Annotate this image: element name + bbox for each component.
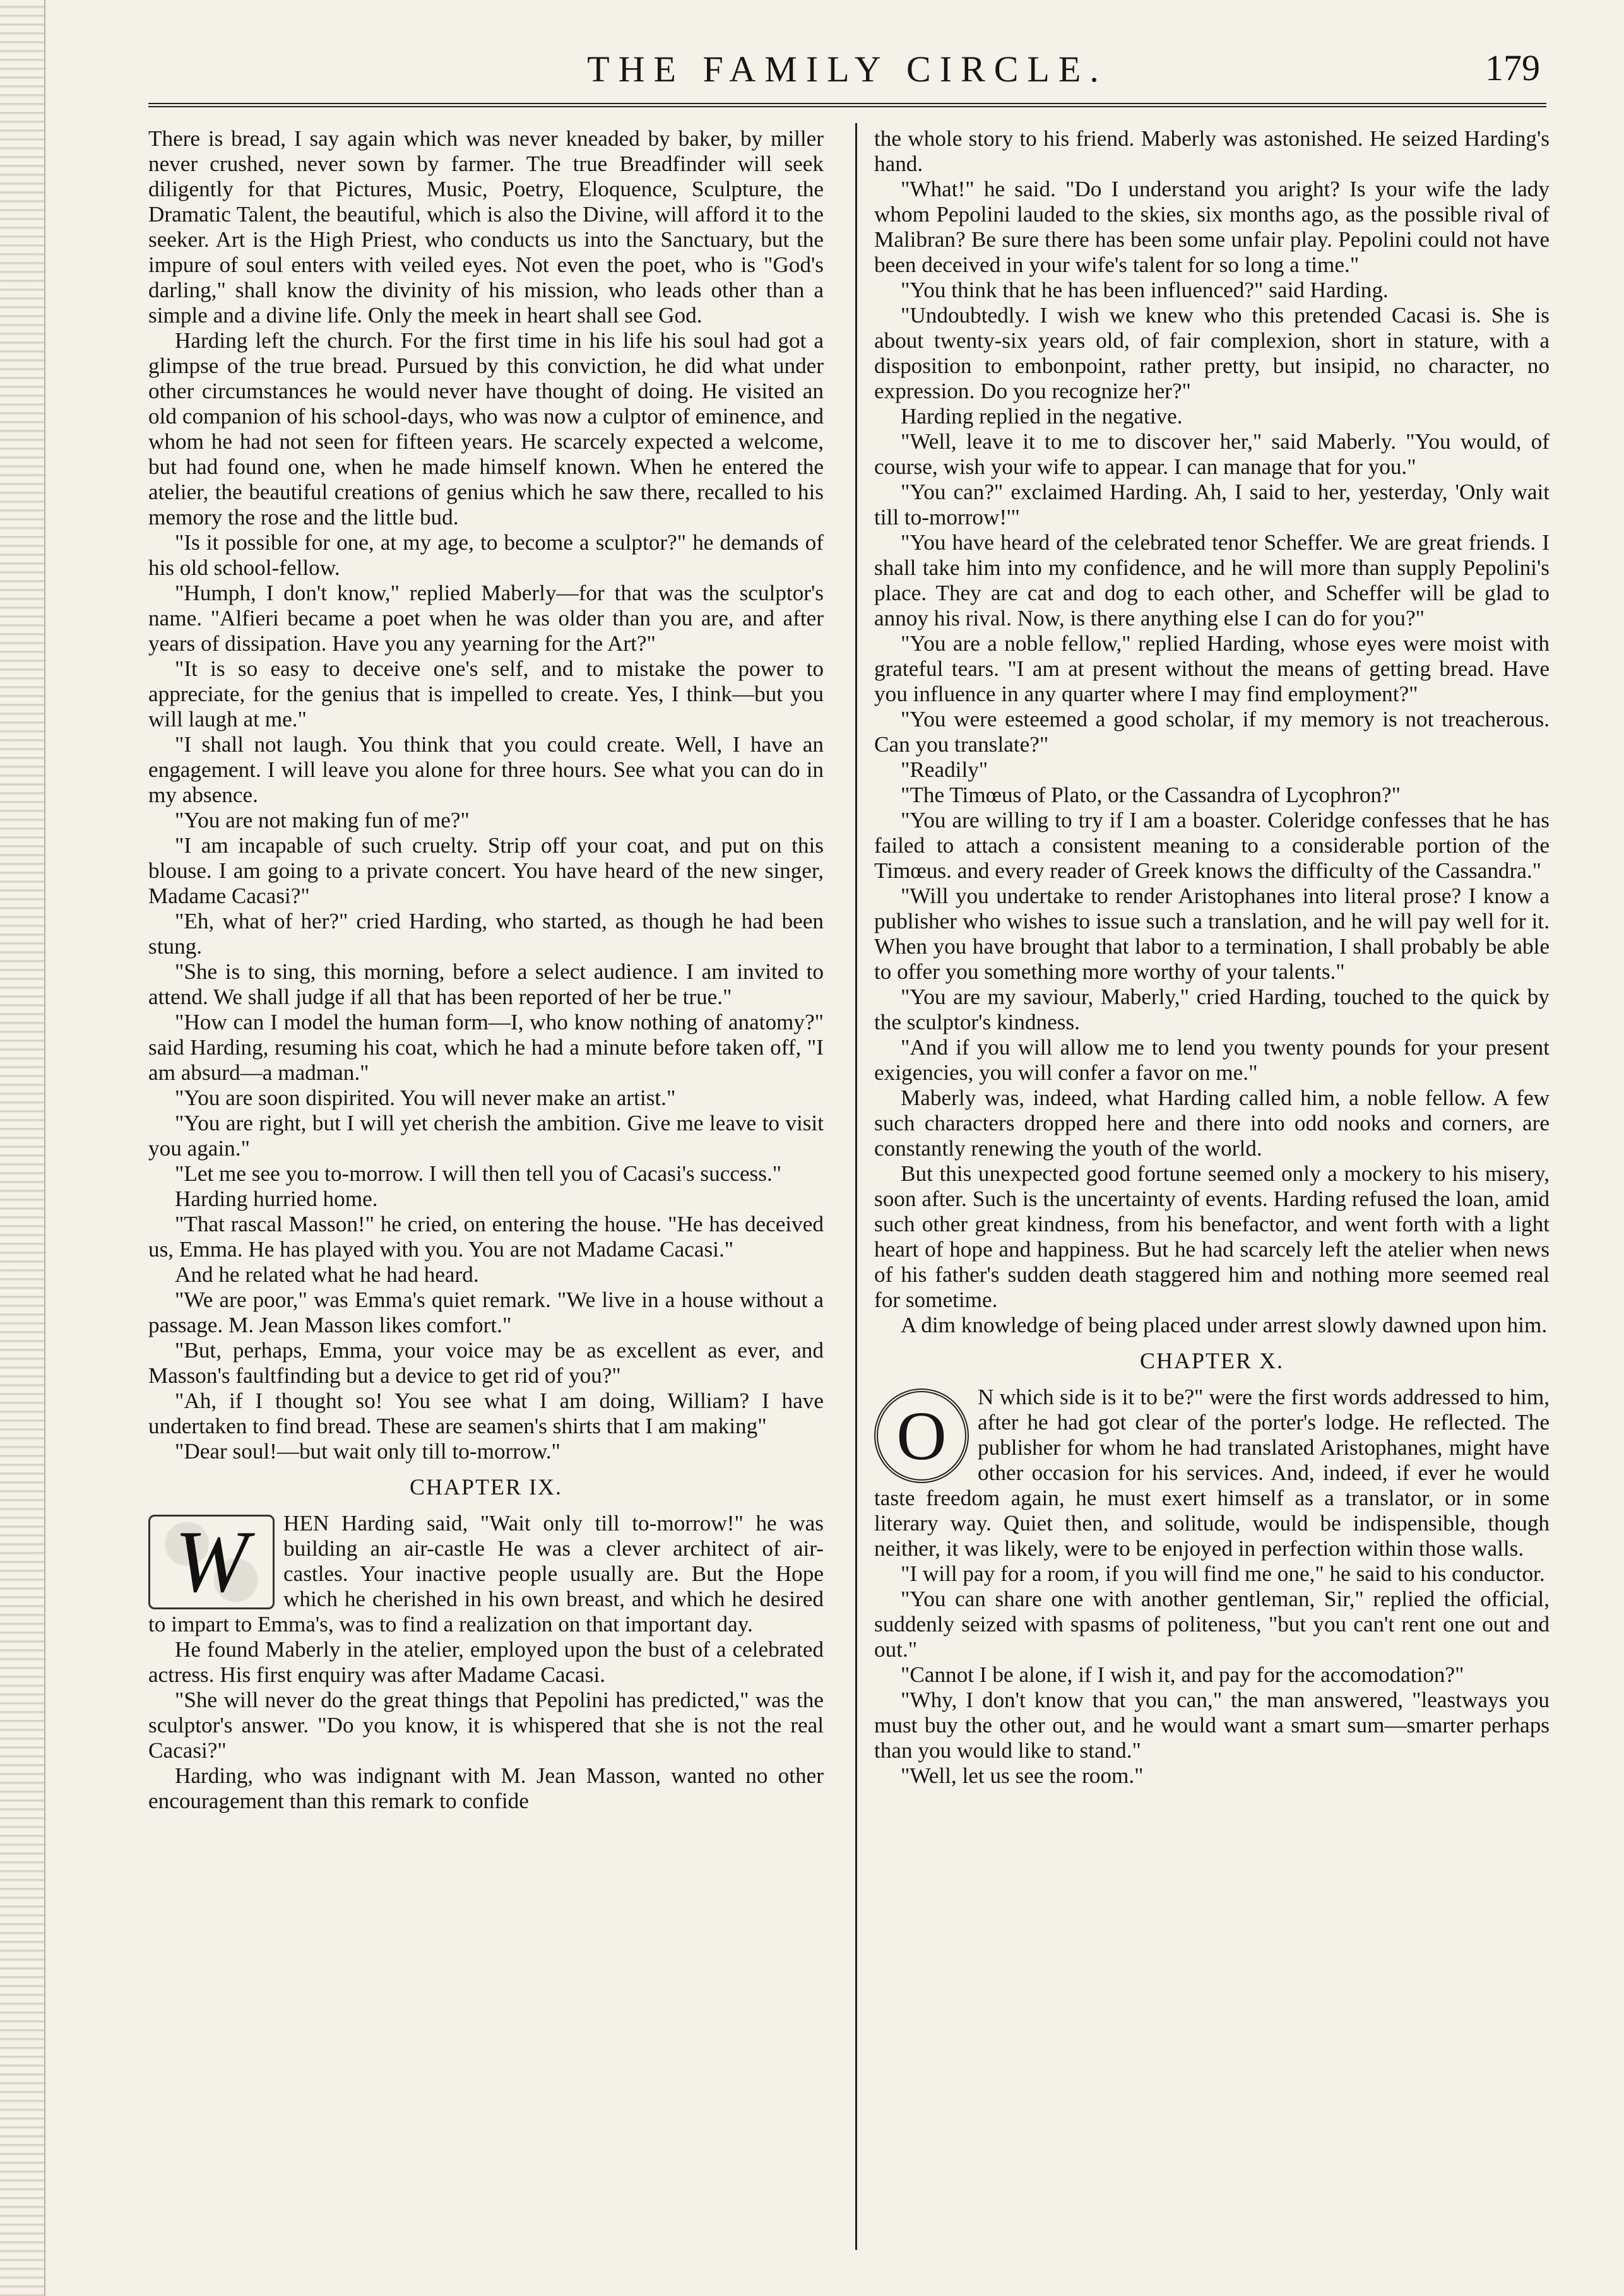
left-paragraph-21: "Dear soul!—but wait only till to-morrow.": [175, 1439, 560, 1464]
page-header: [148, 37, 1546, 107]
left-paragraph-2: Harding left the church. For the first time in his life his soul had got a glimpse of the true bread. Pursued by this conviction, he did what under other circumstances he would never have thought of doing. He visited an old companion of his school-days, who was now a culptor of eminence, and whom he had not seen for fifteen years. He scarcely expected a welcome, but had found one, when he made himself known. When he entered the atelier, the beautiful creations of genius which he saw there, recalled to his memory the rose and the little bud.: [148, 328, 824, 530]
right-paragraph-1: the whole story to his friend. Maberly was astonished. He seized Harding's hand.: [874, 126, 1550, 176]
right-paragraph-18: But this unexpected good fortune seemed only a mockery to his misery, soon after. Such is the uncertainty of events. Harding refused the loan, amid such other great kindness, from his benefactor, and went forth with a light heart of hope and happiness. But he had scarcely left the atelier when news of his father's sudden death staggered him and nothing more seemed real for sometime.: [874, 1161, 1550, 1312]
right-paragraph-4: "Undoubtedly. I wish we knew who this pretended Cacasi is. She is about twenty-six years old, of fair complexion, short in stature, with a disposition to embonpoint, rather pretty, but insipid, no character, no expression. Do you recognize her?": [874, 303, 1550, 403]
right-after-chapter: [874, 1561, 1550, 1789]
right-paragraph-16: "And if you will allow me to lend you twenty pounds for your present exigencies, you will confer a favor on me.": [874, 1035, 1550, 1085]
right-paragraph-19: A dim knowledge of being placed under arrest slowly dawned upon him.: [901, 1313, 1548, 1337]
left-paragraph-11: "How can I model the human form—I, who know nothing of anatomy?" said Harding, resuming his coat, which he had a minute before taken off, "I am absurd—a madman.": [148, 1010, 824, 1085]
right-paragraphs: [874, 126, 1550, 1338]
page-number: 179: [1485, 47, 1540, 88]
left-paragraph-5: "It is so easy to deceive one's self, and to mistake the power to appreciate, for the genius that is impelled to create. Yes, I think—but you will laugh at me.": [148, 656, 824, 731]
left-paragraph-15: Harding hurried home.: [175, 1186, 378, 1211]
left-after-paragraph-3: Harding, who was indignant with M. Jean Masson, wanted no other encouragement than this remark to confide: [148, 1763, 824, 1813]
left-paragraph-9: "Eh, what of her?" cried Harding, who started, as though he had been stung.: [148, 909, 824, 959]
left-paragraph-20: "Ah, if I thought so! You see what I am doing, William? I have undertaken to find bread. These are seamen's shirts that I am making": [148, 1388, 824, 1438]
left-paragraph-13: "You are right, but I will yet cherish the ambition. Give me leave to visit you again.": [148, 1111, 824, 1161]
right-paragraph-10: "You were esteemed a good scholar, if my memory is not treacherous. Can you translate?": [874, 707, 1550, 757]
right-after-paragraph-2: "You can share one with another gentleman, Sir," replied the official, suddenly seized with spasms of politeness, "but you can't rent one out and out.": [874, 1587, 1550, 1662]
left-paragraph-17: And he related what he had heard.: [175, 1262, 479, 1287]
right-paragraph-3: "You think that he has been influenced?" said Harding.: [901, 278, 1389, 302]
book-binding-edge: [0, 0, 45, 2296]
chapter-heading-x: CHAPTER X.: [1139, 1348, 1284, 1373]
left-paragraph-1: There is bread, I say again which was never kneaded by baker, by miller never crushed, never sown by farmer. The true Breadfinder will seek diligently for that Pictures, Music, Poetry, Eloquence, Sculpture, the Dramatic Talent, the beautiful, which is also the Divine, will afford it to the seeker. Art is the High Priest, who conducts us into the Sanctuary, but the impure of soul enters with veiled eyes. Not even the poet, who is "God's darling," shall know the divinity of his mission, who leads other than a simple and a divine life. Only the meek in heart shall see God.: [148, 126, 824, 328]
right-after-paragraph-3: "Cannot I be alone, if I wish it, and pay for the accomodation?": [901, 1662, 1464, 1687]
right-paragraph-14: "Will you undertake to render Aristophanes into literal prose? I know a publisher who wishes to issue such a translation, and he will pay well for it. When you have brought that labor to a termination, I shall probably be able to offer you something more worthy of your talents.": [874, 884, 1550, 984]
right-paragraph-13: "You are willing to try if I am a boaster. Coleridge confesses that he has failed to attach a consistent meaning to a considerable portion of the Timœus. and every reader of Greek knows the difficulty of the Cassandra.": [874, 808, 1550, 883]
left-paragraph-10: "She is to sing, this morning, before a select audience. I am invited to attend. We shall judge if all that has been reported of her be true.": [148, 959, 824, 1009]
right-paragraph-15: "You are my saviour, Maberly," cried Harding, touched to the quick by the sculptor's kindness.: [874, 985, 1550, 1034]
left-paragraph-4: "Humph, I don't know," replied Maberly—for that was the sculptor's name. "Alfieri became a poet when he was older than you are, and after years of dissipation. Have you any yearning for the Art?": [148, 581, 824, 656]
left-after-chapter: [148, 1637, 824, 1814]
chapter-heading-ix: CHAPTER IX.: [409, 1474, 562, 1500]
chapter-x-first-paragraph: [874, 1385, 1550, 1561]
right-column: [874, 126, 1550, 2247]
right-paragraph-5: Harding replied in the negative.: [901, 404, 1183, 429]
ornamental-dropcap-o: O: [874, 1388, 969, 1483]
left-paragraph-8: "I am incapable of such cruelty. Strip off your coat, and put on this blouse. I am going to a private concert. You have heard of the new singer, Madame Cacasi?": [148, 833, 824, 908]
left-paragraph-3: "Is it possible for one, at my age, to become a sculptor?" he demands of his old school-fellow.: [148, 530, 824, 580]
ornamental-dropcap-w: W: [148, 1515, 275, 1609]
left-paragraph-16: "That rascal Masson!" he cried, on entering the house. "He has deceived us, Emma. He has played with you. You are not Madame Cacasi.": [148, 1212, 824, 1262]
right-paragraph-9: "You are a noble fellow," replied Harding, whose eyes were moist with grateful tears. "I am at present without the means of getting bread. Have you influence in any quarter where I may find employment?": [874, 631, 1550, 706]
left-paragraph-18: "We are poor," was Emma's quiet remark. "We live in a house without a passage. M. Jean Masson likes comfort.": [148, 1287, 824, 1337]
chapter-x-first-paragraph-text: N which side is it to be?" were the first words addressed to him, after he had got clear of the porter's lodge. He reflected. The publisher for whom he had translated Aristophanes, might have other occasion for his services. And, indeed, if ever he would taste freedom again, he must exert himself as a translator, or in some literary way. Quiet then, and solitude, would be indispensible, though neither, it was likely, were to be enjoyed in perfection within those walls.: [874, 1385, 1550, 1561]
right-paragraph-17: Maberly was, indeed, what Harding called him, a noble fellow. A few such characters dropped here and there into odd nooks and corners, are constantly renewing the youth of the world.: [874, 1086, 1550, 1161]
left-paragraph-14: "Let me see you to-morrow. I will then tell you of Cacasi's success.": [175, 1161, 782, 1186]
right-paragraph-11: "Readily": [901, 757, 988, 782]
right-after-paragraph-5: "Well, let us see the room.": [901, 1763, 1144, 1788]
running-title: THE FAMILY CIRCLE.: [587, 49, 1108, 90]
right-paragraph-8: "You have heard of the celebrated tenor Scheffer. We are great friends. I shall take him into my confidence, and he will more than supply Pepolini's place. They are cat and dog to each other, and Scheffer will be glad to annoy his rival. Now, is there anything else I can do for you?": [874, 530, 1550, 630]
left-after-paragraph-1: He found Maberly in the atelier, employed upon the bust of a celebrated actress. His first enquiry was after Madame Cacasi.: [148, 1637, 824, 1687]
right-after-paragraph-4: "Why, I don't know that you can," the man answered, "leastways you must buy the other out, and he would want a smart sum—smarter perhaps than you would like to stand.": [874, 1688, 1550, 1763]
left-paragraph-19: "But, perhaps, Emma, your voice may be as excellent as ever, and Masson's faultfinding but a device to get rid of you?": [148, 1338, 824, 1388]
left-paragraph-7: "You are not making fun of me?": [175, 808, 470, 832]
right-paragraph-12: "The Timœus of Plato, or the Cassandra of Lycophron?": [901, 783, 1401, 807]
left-paragraphs: [148, 126, 824, 1464]
left-paragraph-12: "You are soon dispirited. You will never make an artist.": [175, 1086, 676, 1110]
right-paragraph-2: "What!" he said. "Do I understand you aright? Is your wife the lady whom Pepolini lauded to the skies, six months ago, as the possible rival of Malibran? Be sure there has been some unfair play. Pepolini could not have been deceived in your wife's talent for so long a time.": [874, 177, 1550, 277]
left-paragraph-6: "I shall not laugh. You think that you could create. Well, I have an engagement. I will leave you alone for three hours. See what you can do in my absence.: [148, 732, 824, 807]
chapter-ix-first-paragraph: [148, 1511, 824, 1637]
right-paragraph-6: "Well, leave it to me to discover her," said Maberly. "You would, of course, wish your wife to appear. I can manage that for you.": [874, 429, 1550, 479]
column-divider: [855, 123, 857, 2250]
right-after-paragraph-1: "I will pay for a room, if you will find me one," he said to his conductor.: [901, 1561, 1545, 1586]
chapter-ix-first-paragraph-text: HEN Harding said, "Wait only till to-morrow!" he was building an air-castle He was a clever architect of air-castles. Your inactive people usually are. But the Hope which he cherished in his own breast, and which he desired to impart to Emma's, was to find a realization on that important day.: [148, 1511, 824, 1636]
left-column: [148, 126, 824, 2247]
left-after-paragraph-2: "She will never do the great things that Pepolini has predicted," was the sculptor's answer. "Do you know, it is whispered that she is not the real Cacasi?": [148, 1688, 824, 1763]
right-paragraph-7: "You can?" exclaimed Harding. Ah, I said to her, yesterday, 'Only wait till to-morrow!'": [874, 480, 1550, 530]
